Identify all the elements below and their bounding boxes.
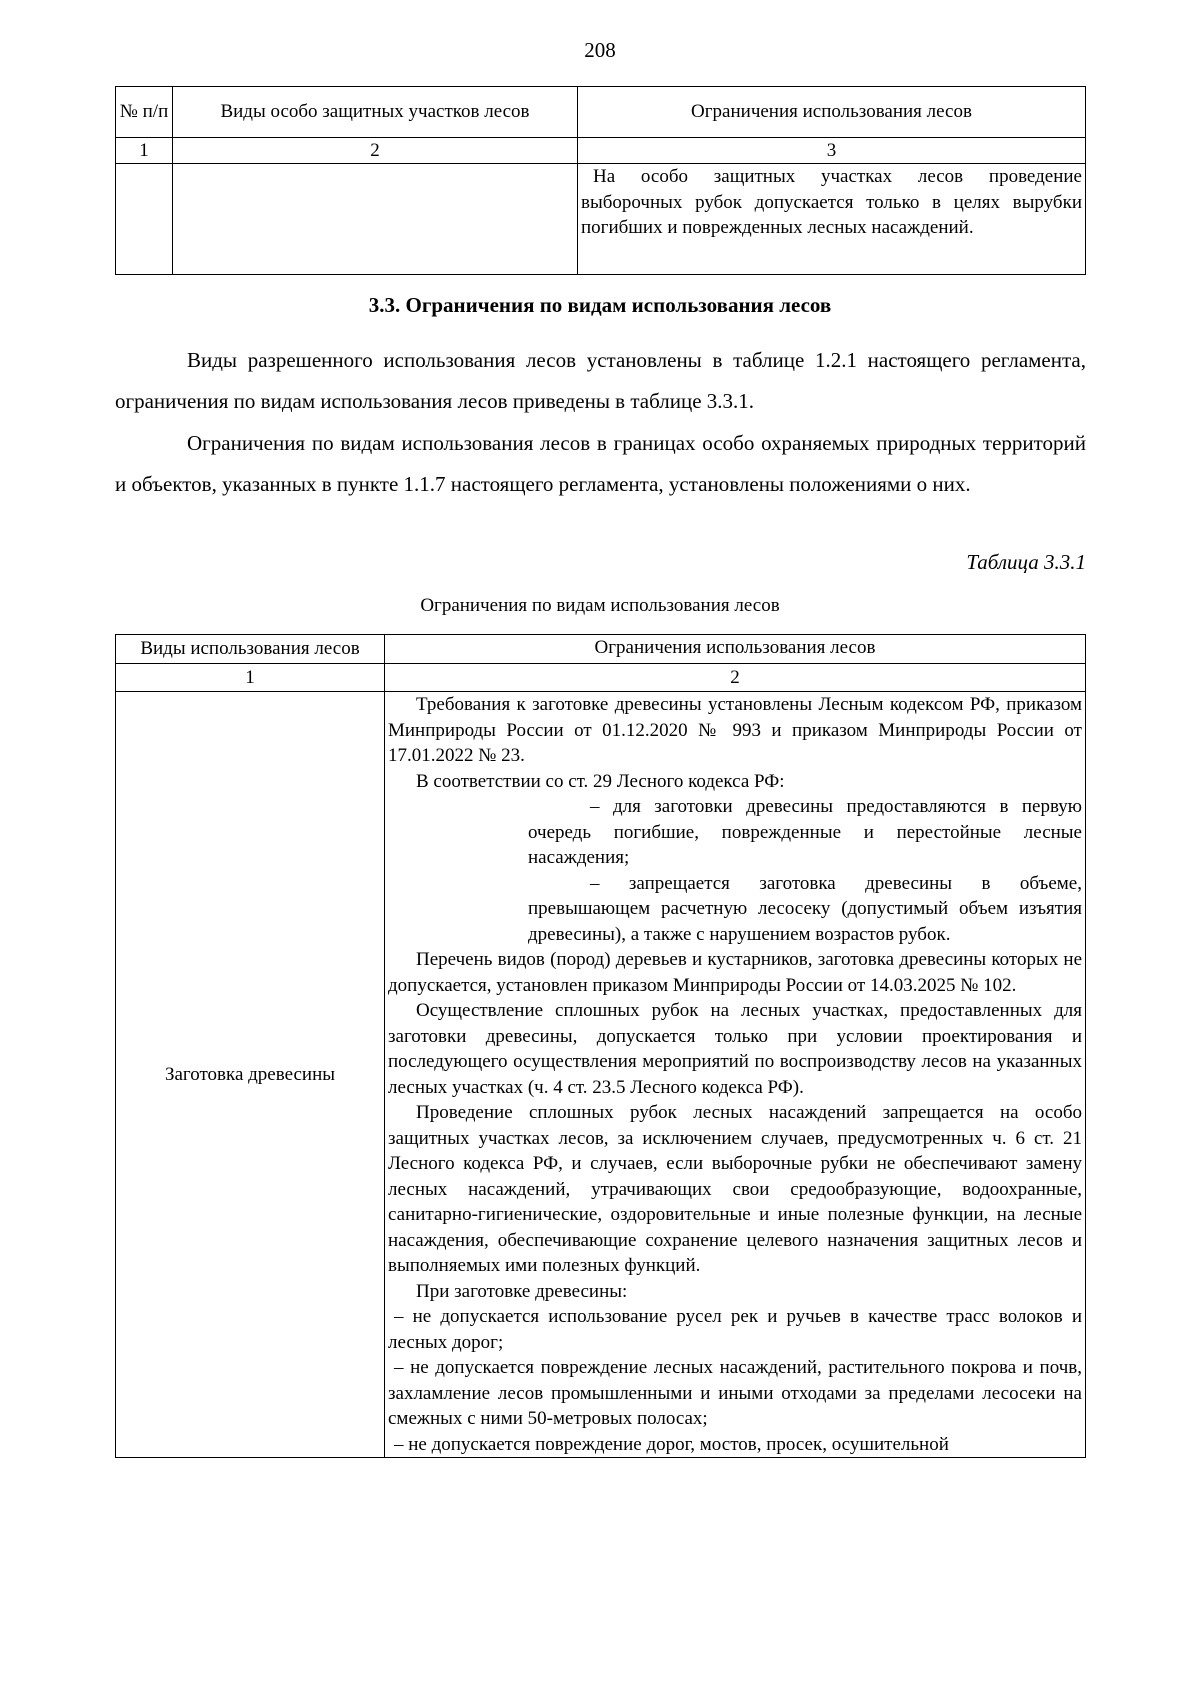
header-plot-types: Виды особо защитных участков лесов [173, 87, 578, 138]
table-cell [116, 164, 173, 275]
forest-plots-table [115, 86, 1086, 275]
column-number: 1 [116, 138, 173, 164]
table-row [116, 692, 1086, 1458]
column-number: 3 [578, 138, 1086, 164]
restriction-cell [578, 164, 1086, 275]
usage-type-cell: Заготовка древесины [116, 692, 385, 1458]
table-row [116, 164, 1086, 275]
body-paragraph: Ограничения по видам использования лесов в границах особо охраняемых природных территорий и объектов, указанных в пункте 1.1.7 настоящего регламента, установлены положениями о них. [115, 431, 1086, 496]
column-number: 1 [116, 664, 385, 692]
requirement-list-item: – не допускается повреждение дорог, мостов, просек, осушительной [394, 1433, 949, 1455]
requirement-list-item: – запрещается заготовка древесины в объеме, превышающем расчетную лесосеку (допустимый объем изъятия древесины), а также с нарушением возрастов рубок. [528, 872, 1082, 945]
usage-restrictions-table [115, 634, 1086, 1458]
requirements-cell [385, 692, 1086, 1458]
column-number-row [116, 664, 1086, 692]
requirement-paragraph: При заготовке древесины: [416, 1280, 628, 1302]
requirement-paragraph: В соответствии со ст. 29 Лесного кодекса РФ: [416, 770, 785, 792]
requirement-list-item: – для заготовки древесины предоставляются в первую очередь погибшие, поврежденные и перестойные лесные насаждения; [528, 796, 1082, 868]
header-restrictions: Ограничения использования лесов [385, 635, 1086, 664]
requirement-list-item: – не допускается использование русел рек и ручьев в качестве трасс волоков и лесных дорог; [388, 1306, 1082, 1353]
requirement-paragraph: Осуществление сплошных рубок на лесных участках, предоставленных для заготовки древесины, допускается только при условии проектирования и последующего осуществления мероприятий по воспроизводству лесов на указанных лесных участках (ч. 4 ст. 23.5 Лесного кодекса РФ). [388, 1000, 1082, 1098]
table-cell [173, 164, 578, 275]
requirement-list-item: – не допускается повреждение лесных насаждений, растительного покрова и почв, захламление лесов промышленными и иными отходами за пределами лесосеки на смежных с ними 50-метровых полосах; [388, 1357, 1082, 1429]
column-number-row [116, 138, 1086, 164]
requirement-paragraph: Перечень видов (пород) деревьев и кустарников, заготовка древесины которых не допускается, установлен приказом Минприроды России от 14.03.2025 № 102. [388, 949, 1082, 996]
table-label: Таблица 3.3.1 [966, 550, 1086, 574]
table-header-row [116, 635, 1086, 664]
header-restrictions: Ограничения использования лесов [578, 87, 1086, 138]
table-header-row [116, 87, 1086, 138]
header-usage-types: Виды использования лесов [116, 635, 385, 664]
body-paragraph: Виды разрешенного использования лесов установлены в таблице 1.2.1 настоящего регламента, ограничения по видам использования лесов приведены в таблице 3.3.1. [115, 348, 1086, 413]
requirement-paragraph: Проведение сплошных рубок лесных насаждений запрещается на особо защитных участках лесов, за исключением случаев, предусмотренных ч. 6 ст. 21 Лесного кодекса РФ, и случаев, если выборочные рубки не обеспечивают замену лесных насаждений, утрачивающих свои средообразующие, водоохранные, санитарно-гигиенические, оздоровительные и иные полезные функции, на лесные насаждения, обеспечивающие сохранение целевого назначения защитных лесов и выполняемых ими полезных функций. [388, 1102, 1082, 1276]
section-title: 3.3. Ограничения по видам использования лесов [368, 293, 832, 317]
page-number: 208 [584, 38, 616, 62]
requirement-paragraph: Требования к заготовке древесины установлены Лесным кодексом РФ, приказом Минприроды России от 01.12.2020 № 993 и приказом Минприроды России от 17.01.2022 № 23. [388, 694, 1082, 766]
column-number: 2 [173, 138, 578, 164]
header-number: № п/п [116, 87, 173, 138]
restriction-text: На особо защитных участках лесов проведение выборочных рубок допускается только в целях вырубки погибших и поврежденных лесных насаждений. [581, 166, 1082, 238]
table-caption: Ограничения по видам использования лесов [420, 595, 780, 616]
column-number: 2 [385, 664, 1086, 692]
